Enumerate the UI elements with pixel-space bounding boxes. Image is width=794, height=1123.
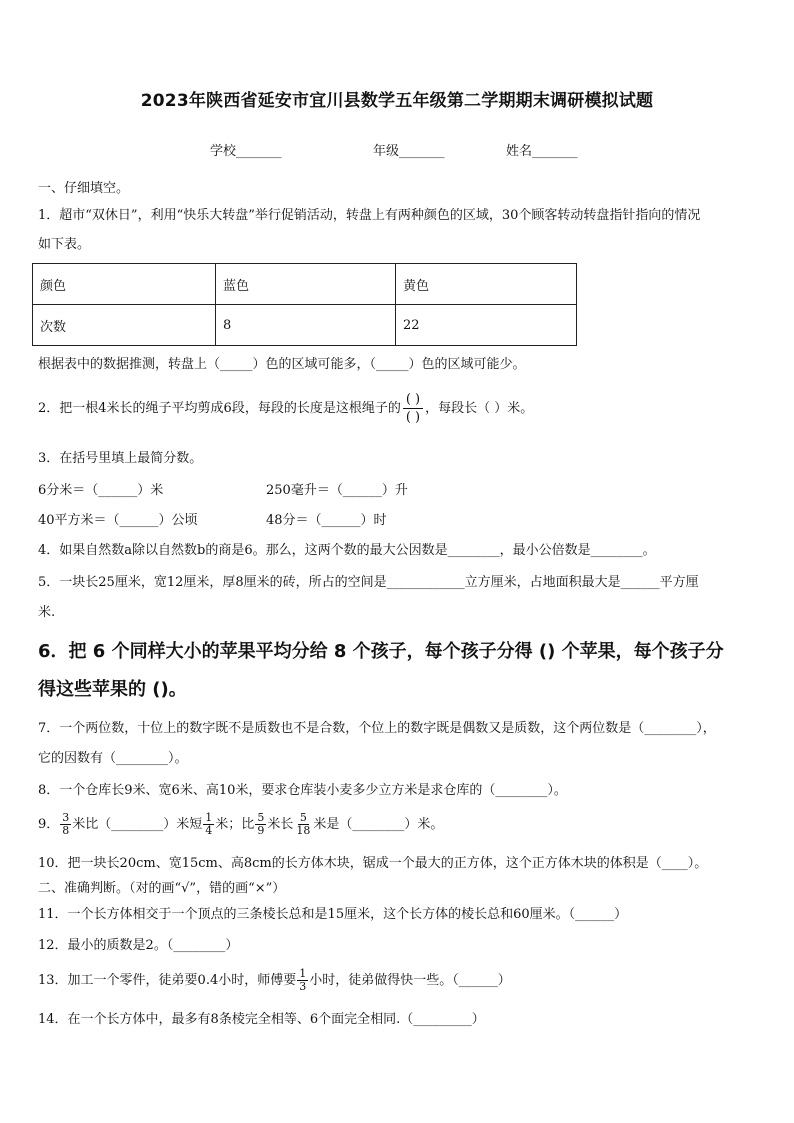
question-3c: 40平方米＝（______）公顷	[38, 513, 198, 528]
question-6-line-1: 6．把 6 个同样大小的苹果平均分给 8 个孩子，每个孩子分得 () 个苹果，每个孩子分	[38, 641, 724, 662]
q9-part: 米；比	[215, 817, 255, 832]
question-5-line-2: 米.	[38, 605, 56, 620]
fraction-blank[interactable]	[403, 391, 423, 426]
fraction-denominator: 9	[257, 824, 265, 837]
fraction-numerator: 3	[62, 811, 70, 824]
q13-text-after: 小时，徒弟做得快一些。（______）	[309, 973, 511, 988]
fraction-numerator: 5	[299, 811, 307, 824]
table-cell: 蓝色	[216, 264, 396, 305]
question-14: 14．在一个长方体中，最多有8条棱完全相等、6个面完全相同.（_________）	[38, 1012, 485, 1027]
fraction-denominator: 4	[205, 824, 213, 837]
question-11: 11．一个长方体相交于一个顶点的三条棱长总和是15厘米，这个长方体的棱长总和60厘米。（______）	[38, 907, 628, 922]
grade-field[interactable]: 年级_______	[373, 144, 445, 159]
question-3a: 6分米＝（______）米	[38, 483, 164, 498]
question-8: 8．一个仓库长9米、宽6米、高10米，要求仓库装小麦多少立方米是求仓库的（________）。	[38, 783, 567, 798]
q1-data-table	[32, 263, 577, 346]
question-7-line-2: 它的因数有（________）。	[38, 751, 188, 766]
question-2	[38, 389, 533, 429]
table-row	[33, 305, 577, 346]
fraction-denominator: ( )	[405, 410, 421, 425]
fraction-numerator: ( )	[403, 391, 423, 409]
question-3b: 250毫升＝（______）升	[266, 483, 408, 498]
table-cell: 22	[396, 305, 577, 346]
fraction-denominator: 3	[299, 980, 307, 993]
question-2-text-before: 2．把一根4米长的绳子平均剪成6段，每段的长度是这根绳子的	[38, 401, 401, 416]
fraction-numerator: 1	[205, 811, 213, 824]
question-5-line-1: 5．一块长25厘米，宽12厘米，厚8厘米的砖，所占的空间是____________立方厘米，占地面积最大是______平方厘	[38, 575, 699, 590]
fraction-numerator: 1	[299, 967, 307, 980]
question-13	[38, 962, 511, 1000]
table-cell: 8	[216, 305, 396, 346]
q9-part: 米是（________）米。	[313, 817, 444, 832]
school-field[interactable]: 学校_______	[210, 144, 282, 159]
section-1-heading: 一、仔细填空。	[38, 181, 130, 196]
question-7-line-1: 7．一个两位数，十位上的数字既不是质数也不是合数，个位上的数字既是偶数又是质数，这个两位数是（________），	[38, 721, 716, 736]
section-2-heading: 二、准确判断。（对的画“√”，错的画“×”）	[38, 881, 286, 896]
fraction	[60, 812, 71, 837]
question-1-line-1: 1．超市“双休日”，利用“快乐大转盘”举行促销活动，转盘上有两种颜色的区域，30个顾客转动转盘指针指向的情况	[38, 208, 701, 223]
fraction	[255, 812, 266, 837]
table-cell: 颜色	[33, 264, 216, 305]
table-cell: 次数	[33, 305, 216, 346]
question-2-text-after: ，每段长（ ）米。	[425, 401, 534, 416]
question-1-followup: 根据表中的数据推测，转盘上（_____）色的区域可能多，（_____）色的区域可能少。	[38, 357, 526, 372]
page-title: 2023年陕西省延安市宜川县数学五年级第二学期期末调研模拟试题	[140, 91, 654, 111]
question-9	[38, 808, 443, 842]
fraction	[297, 968, 308, 993]
table-cell: 黄色	[396, 264, 577, 305]
fraction-denominator: 18	[296, 824, 311, 837]
q13-text-before: 13．加工一个零件，徒弟要0.4小时，师傅要	[38, 973, 297, 988]
table-row	[33, 264, 577, 305]
question-1-line-2: 如下表。	[38, 237, 91, 252]
q9-part: 米长	[267, 817, 294, 832]
fraction-denominator: 8	[62, 824, 70, 837]
name-field[interactable]: 姓名_______	[506, 144, 578, 159]
fraction	[203, 812, 214, 837]
fraction	[294, 812, 312, 837]
question-10: 10．把一块长20cm、宽15cm、高8cm的长方体木块，锯成一个最大的正方体，这个正方体木块的体积是（____）。	[38, 856, 708, 871]
q9-part: 9．	[38, 817, 60, 832]
question-12: 12．最小的质数是2。（________）	[38, 938, 239, 953]
question-6-line-2: 得这些苹果的 ()。	[38, 679, 187, 700]
question-3d: 48分＝（______）时	[266, 513, 387, 528]
fraction-numerator: 5	[257, 811, 265, 824]
q9-part: 米比（________）米短	[72, 817, 203, 832]
question-3-stem: 3．在括号里填上最简分数。	[38, 451, 203, 466]
question-4: 4．如果自然数a除以自然数b的商是6。那么，这两个数的最大公因数是________，最小公倍数是________。	[38, 543, 656, 558]
